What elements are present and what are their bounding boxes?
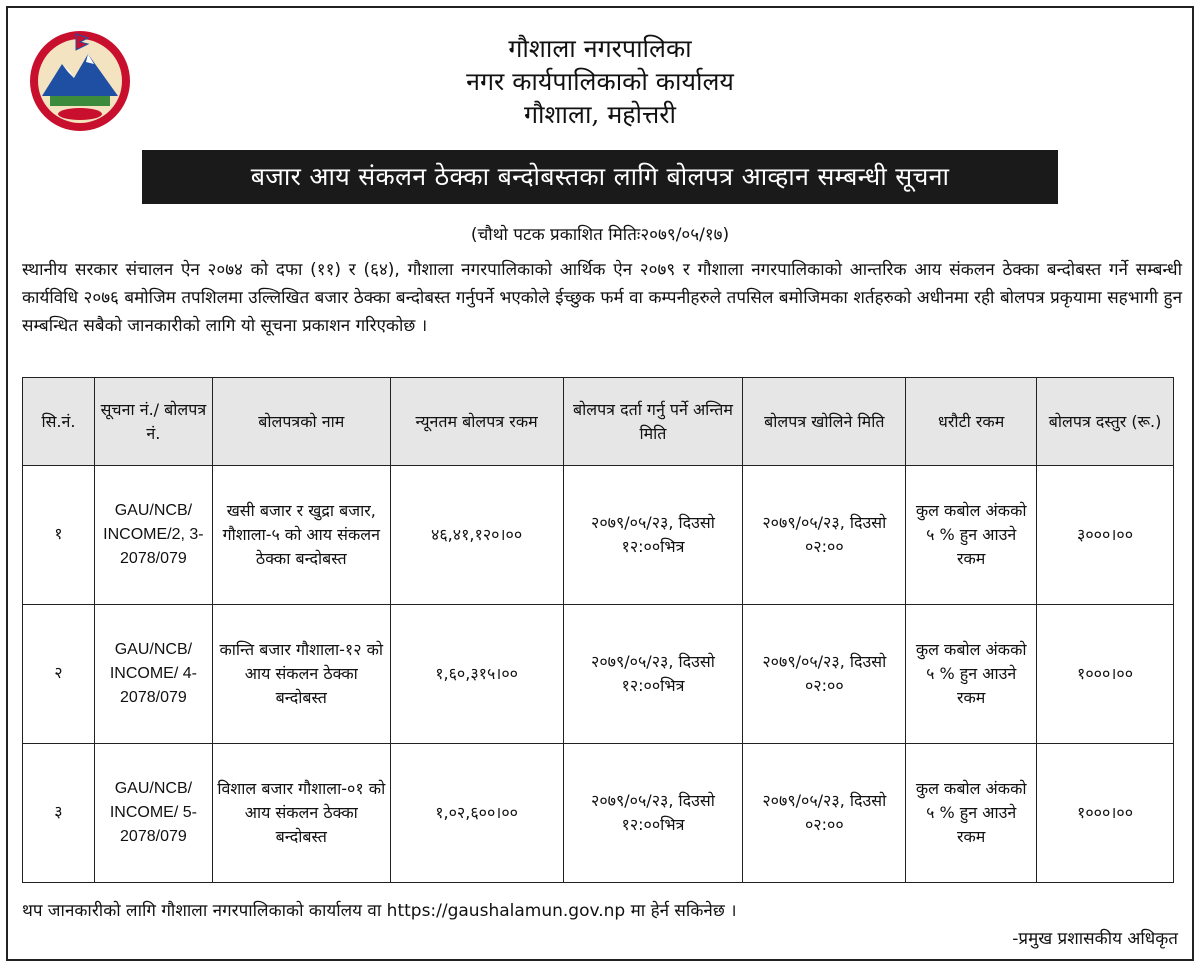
cell-fee: ३०००।००	[1037, 466, 1174, 605]
footer-note: थप जानकारीको लागि गौशाला नगरपालिकाको कार्यालय वा https://gaushalamun.gov.np मा हेर्न सकिनेछ ।	[22, 901, 737, 921]
cell-min-amount: १,६०,३१५।००	[390, 605, 563, 744]
header-reg-deadline: बोलपत्र दर्ता गर्नु पर्ने अन्तिम मिति	[563, 378, 743, 466]
cell-fee: १०००।००	[1037, 744, 1174, 883]
intro-paragraph: स्थानीय सरकार संचालन ऐन २०७४ को दफा (११) र (६४), गौशाला नगरपालिकाको आर्थिक ऐन २०७९ र गौशाला नगरपालिकाको आन्तरिक आय संकलन ठेक्का बन्दोबस्त गर्ने सम्बन्धी कार्यविधि २०७६ बमोजिम तपशिलमा उल्लिखित बजार ठेक्का बन्दोबस्त गर्नुपर्ने भएकोले ईच्छुक फर्म वा कम्पनीहरुले तपसिल बमोजिमका शर्तहरुको अधीनमा रही बोलपत्र प्रकृयामा सहभागी हुन सम्बन्धित सबैको जानकारीको लागि यो सूचना प्रकाशन गरिएकोछ ।	[22, 260, 1182, 336]
header-open-date: बोलपत्र खोलिने मिति	[743, 378, 906, 466]
cell-open-date: २०७९/०५/२३, दिउसो ०२:००	[743, 744, 906, 883]
cell-serial: २	[23, 605, 95, 744]
header-deposit: धरौटी रकम	[906, 378, 1037, 466]
cell-deposit: कुल कबोल अंकको ५ % हुन आउने रकम	[906, 605, 1037, 744]
office-name: नगर कार्यपालिकाको कार्यालय	[466, 67, 734, 96]
cell-serial: १	[23, 466, 95, 605]
cell-reg-deadline: २०७९/०५/२३, दिउसो १२:००भित्र	[563, 605, 743, 744]
cell-notice-no: GAU/NCB/ INCOME/2, 3-2078/079	[94, 466, 212, 605]
municipality-name: गौशाला नगरपालिका	[508, 34, 692, 63]
tender-table	[22, 377, 1174, 883]
header-notice-no: सूचना नं./ बोलपत्र नं.	[94, 378, 212, 466]
cell-min-amount: ४६,४१,१२०।००	[390, 466, 563, 605]
office-location: गौशाला, महोत्तरी	[523, 100, 677, 129]
cell-tender-name: कान्ति बजार गौशाला-१२ को आय संकलन ठेक्का बन्दोबस्त	[212, 605, 390, 744]
cell-open-date: २०७९/०५/२३, दिउसो ०२:००	[743, 605, 906, 744]
header-fee: बोलपत्र दस्तुर (रू.)	[1037, 378, 1174, 466]
signature-line: -प्रमुख प्रशासकीय अधिकृत	[1012, 929, 1178, 949]
cell-open-date: २०७९/०५/२३, दिउसो ०२:००	[743, 466, 906, 605]
table-row	[23, 605, 1174, 744]
cell-reg-deadline: २०७९/०५/२३, दिउसो १२:००भित्र	[563, 744, 743, 883]
office-header	[0, 32, 1200, 131]
cell-fee: १०००।००	[1037, 605, 1174, 744]
cell-serial: ३	[23, 744, 95, 883]
cell-tender-name: खसी बजार र खुद्रा बजार, गौशाला-५ को आय संकलन ठेक्का बन्दोबस्त	[212, 466, 390, 605]
cell-reg-deadline: २०७९/०५/२३, दिउसो १२:००भित्र	[563, 466, 743, 605]
cell-notice-no: GAU/NCB/ INCOME/ 4-2078/079	[94, 605, 212, 744]
header-serial: सि.नं.	[23, 378, 95, 466]
header-min-amount: न्यूनतम बोलपत्र रकम	[390, 378, 563, 466]
header-tender-name: बोलपत्रको नाम	[212, 378, 390, 466]
table-header-row	[23, 378, 1174, 466]
notice-title: बजार आय संकलन ठेक्का बन्दोबस्तका लागि बोलपत्र आव्हान सम्बन्धी सूचना	[142, 150, 1058, 204]
publication-date: (चौथो पटक प्रकाशित मितिः२०७९/०५/१७)	[470, 225, 730, 245]
table-row	[23, 744, 1174, 883]
table-row	[23, 466, 1174, 605]
cell-deposit: कुल कबोल अंकको ५ % हुन आउने रकम	[906, 466, 1037, 605]
cell-notice-no: GAU/NCB/ INCOME/ 5-2078/079	[94, 744, 212, 883]
cell-tender-name: विशाल बजार गौशाला-०१ को आय संकलन ठेक्का बन्दोबस्त	[212, 744, 390, 883]
cell-min-amount: १,०२,६००।००	[390, 744, 563, 883]
cell-deposit: कुल कबोल अंकको ५ % हुन आउने रकम	[906, 744, 1037, 883]
